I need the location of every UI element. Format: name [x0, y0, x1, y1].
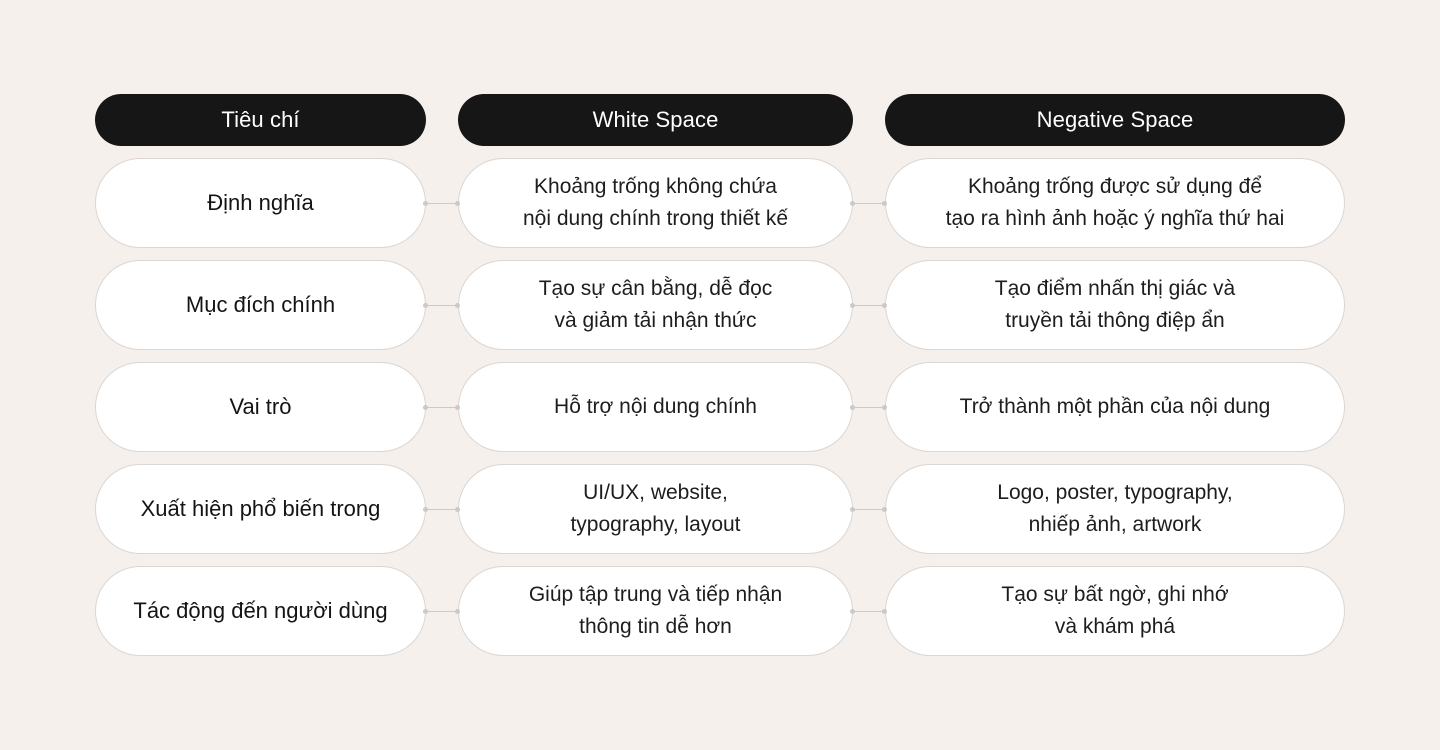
white-space-text: Tạo sự cân bằng, dễ đọc và giảm tải nhận thức	[538, 277, 773, 332]
white-space-cell	[458, 464, 853, 554]
connector-dot	[423, 303, 428, 308]
connector-dot	[455, 201, 460, 206]
row-connector	[851, 305, 885, 306]
row-connector	[851, 611, 885, 612]
negative-space-text: Trở thành một phần của nội dung	[959, 395, 1271, 418]
comparison-table	[95, 94, 1345, 668]
connector-dot	[882, 405, 887, 410]
row-connector	[424, 203, 458, 204]
row-connector	[424, 611, 458, 612]
criterion-cell	[95, 566, 426, 656]
connector-dot	[882, 609, 887, 614]
negative-space-cell	[885, 362, 1345, 452]
table-row	[95, 566, 1345, 656]
negative-space-text: Tạo điểm nhấn thị giác và truyền tải thông điệp ẩn	[994, 277, 1236, 332]
row-connector	[424, 407, 458, 408]
negative-space-text: Logo, poster, typography, nhiếp ảnh, artwork	[997, 481, 1233, 536]
negative-space-cell	[885, 464, 1345, 554]
criterion-cell	[95, 362, 426, 452]
row-connector	[851, 407, 885, 408]
white-space-text: UI/UX, website, typography, layout	[570, 481, 741, 536]
connector-dot	[882, 507, 887, 512]
criterion-text: Định nghĩa	[207, 190, 314, 215]
connector-dot	[423, 405, 428, 410]
white-space-cell	[458, 362, 853, 452]
connector-dot	[455, 507, 460, 512]
row-connector	[424, 509, 458, 510]
header-negative-space: Negative Space	[885, 94, 1345, 146]
header-white-space: White Space	[458, 94, 853, 146]
connector-dot	[423, 507, 428, 512]
connector-dot	[850, 201, 855, 206]
negative-space-cell	[885, 566, 1345, 656]
connector-dot	[850, 303, 855, 308]
criterion-cell	[95, 260, 426, 350]
connector-dot	[850, 507, 855, 512]
connector-dot	[850, 405, 855, 410]
negative-space-text: Tạo sự bất ngờ, ghi nhớ và khám phá	[1001, 583, 1229, 638]
table-row	[95, 158, 1345, 248]
table-row	[95, 362, 1345, 452]
table-row	[95, 260, 1345, 350]
row-connector	[851, 203, 885, 204]
criterion-text: Vai trò	[229, 394, 292, 419]
negative-space-cell	[885, 158, 1345, 248]
negative-space-text: Khoảng trống được sử dụng để tạo ra hình ảnh hoặc ý nghĩa thứ hai	[945, 175, 1285, 230]
criterion-text: Tác động đến người dùng	[133, 598, 388, 623]
row-connector	[851, 509, 885, 510]
white-space-cell	[458, 158, 853, 248]
connector-dot	[455, 609, 460, 614]
white-space-cell	[458, 260, 853, 350]
connector-dot	[882, 201, 887, 206]
header-criterion: Tiêu chí	[95, 94, 426, 146]
row-connector	[424, 305, 458, 306]
criterion-cell	[95, 464, 426, 554]
connector-dot	[882, 303, 887, 308]
connector-dot	[455, 405, 460, 410]
white-space-text: Hỗ trợ nội dung chính	[554, 395, 757, 418]
criterion-cell	[95, 158, 426, 248]
connector-dot	[423, 609, 428, 614]
connector-dot	[423, 201, 428, 206]
criterion-text: Xuất hiện phổ biến trong	[140, 496, 381, 521]
white-space-cell	[458, 566, 853, 656]
white-space-text: Khoảng trống không chứa nội dung chính trong thiết kế	[522, 175, 789, 230]
criterion-text: Mục đích chính	[185, 292, 336, 317]
connector-dot	[455, 303, 460, 308]
negative-space-cell	[885, 260, 1345, 350]
white-space-text: Giúp tập trung và tiếp nhận thông tin dễ hơn	[528, 583, 783, 638]
table-header-row	[95, 94, 1345, 146]
table-row	[95, 464, 1345, 554]
connector-dot	[850, 609, 855, 614]
